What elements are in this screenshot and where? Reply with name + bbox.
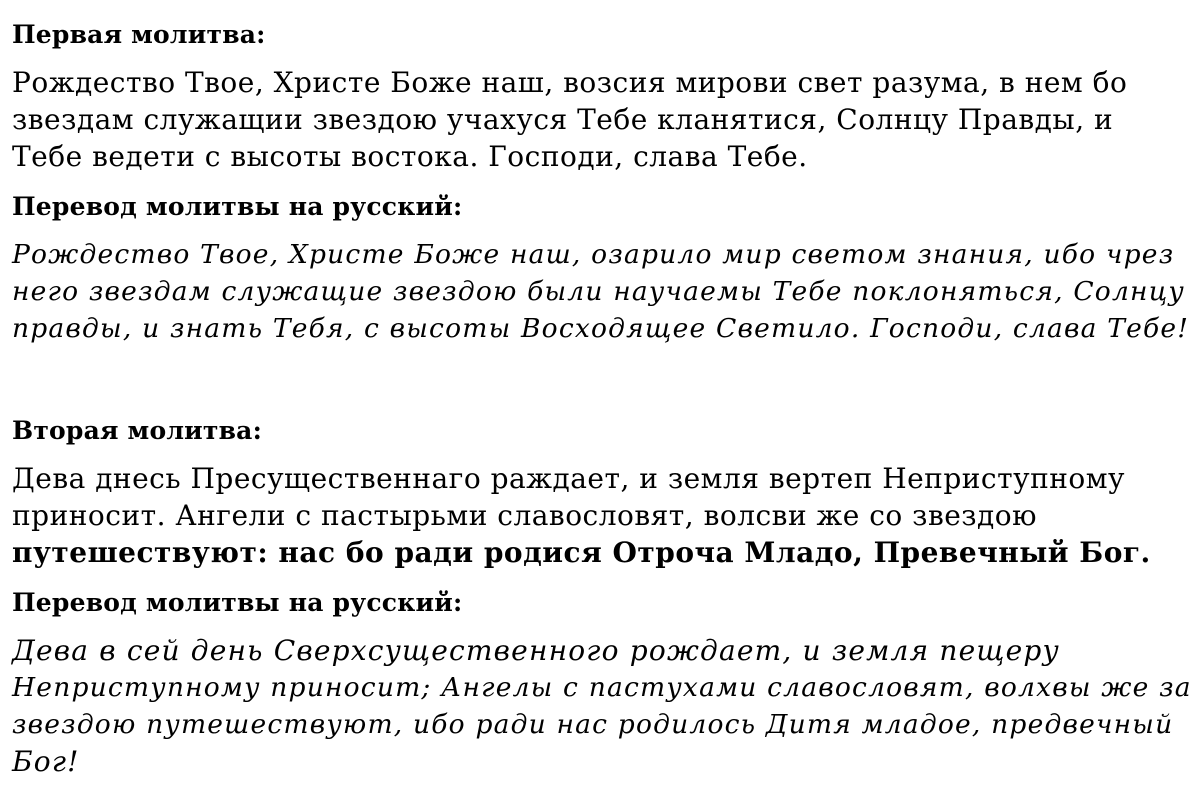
- second-translation-text: [12, 632, 1192, 780]
- section-heading-first-prayer: Первая молитва:: [12, 20, 266, 49]
- text-line: путешествуют: нас бо ради родися Отроча Младо, Превечный Бог.: [12, 536, 1151, 569]
- text-line: звездам служащии звездою учахуся Тебе кланятися, Солнцу Правды, и: [12, 103, 1114, 136]
- text-line: звездою путешествуют, ибо ради нас родилось Дитя младое, предвечный: [12, 709, 1174, 740]
- text-line: Рождество Твое, Христе Боже наш, озарило мир светом знания, ибо чрез: [12, 239, 1175, 270]
- first-translation-text: [12, 236, 1192, 347]
- text-line: правды, и знать Тебя, с высоты Восходящее Светило. Господи, слава Тебе!: [12, 313, 1190, 344]
- text-line: Рождество Твое, Христе Боже наш, возсия мирови свет разума, в нем бо: [12, 66, 1128, 99]
- text-line: Дева в сей день Сверхсущественного рождает, и земля пещеру: [12, 634, 1060, 667]
- first-prayer-text: [12, 64, 1192, 175]
- text-line: Дева днесь Пресущественнаго раждает, и земля вертеп Неприступному: [12, 462, 1126, 495]
- text-line: Бог!: [12, 745, 80, 778]
- second-prayer-text: [12, 460, 1192, 571]
- text-line: него звездам служащие звездою были научаемы Тебе поклоняться, Солнцу: [12, 276, 1185, 307]
- text-line: Тебе ведети с высоты востока. Господи, слава Тебе.: [12, 140, 808, 173]
- text-line: приносит. Ангели с пастырьми славословят, волсви же со звездою: [12, 499, 1038, 532]
- section-heading-second-translation: Перевод молитвы на русский:: [12, 588, 463, 617]
- section-heading-second-prayer: Вторая молитва:: [12, 416, 262, 445]
- section-heading-first-translation: Перевод молитвы на русский:: [12, 192, 463, 221]
- text-line: Неприступному приносит; Ангелы с пастухами славословят, волхвы же за: [12, 672, 1192, 703]
